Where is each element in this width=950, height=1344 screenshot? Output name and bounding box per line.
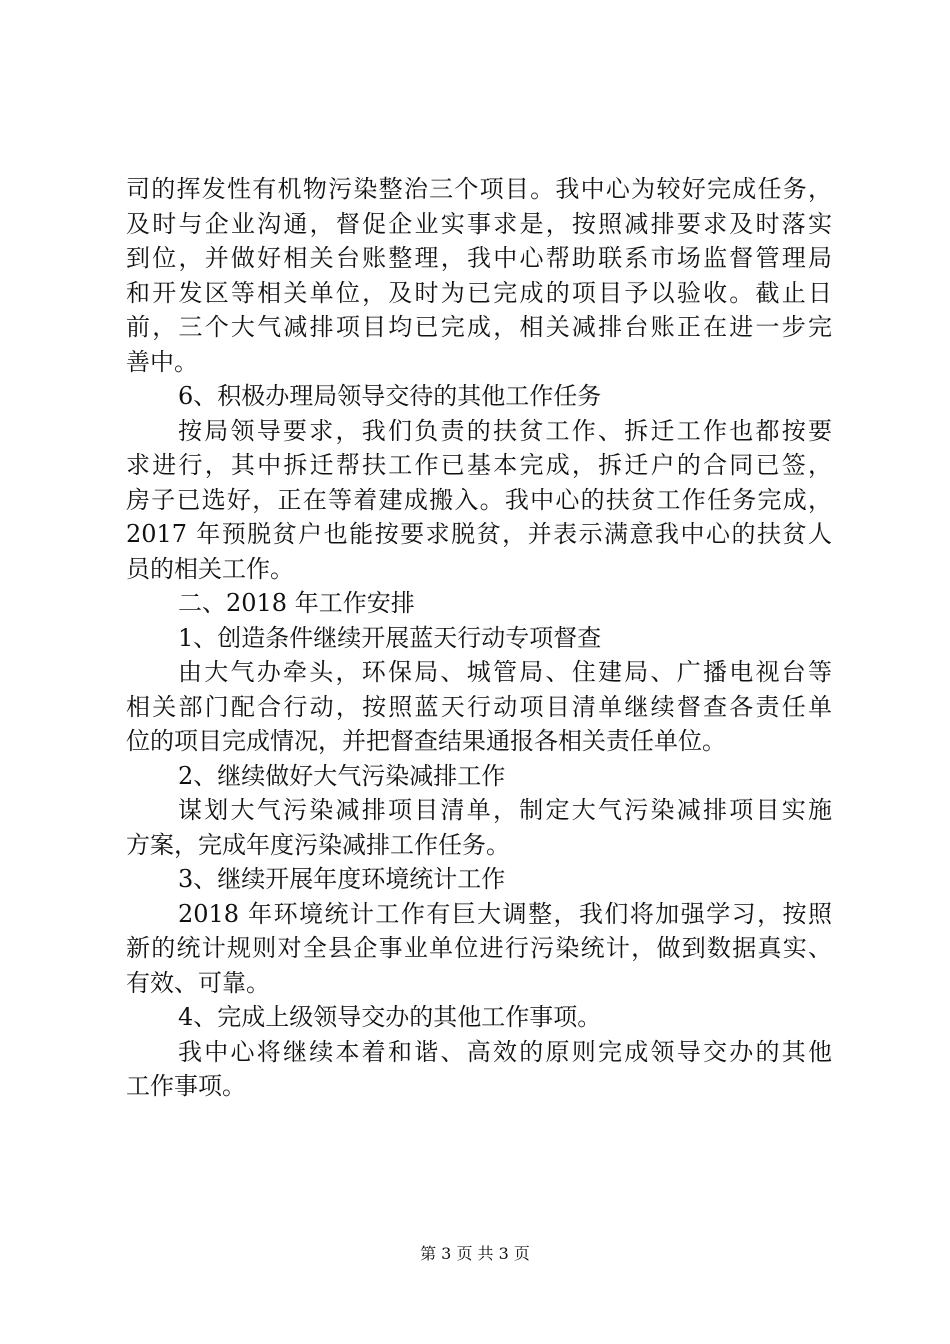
text-line: 方案，完成年度污染减排工作任务。	[126, 830, 510, 859]
text-line: 新的统计规则对全县企事业单位进行污染统计，做到数据真实、	[126, 934, 832, 962]
text-line: 我中心将继续本着和谐、高效的原则完成领导交办的其他	[178, 1037, 832, 1066]
text-line: 前，三个大气减排项目均已完成，相关减排台账正在进一步完	[126, 313, 832, 341]
text-line: 司的挥发性有机物污染整治三个项目。我中心为较好完成任务，	[126, 175, 832, 203]
text-line: 4、完成上级领导交办的其他工作事项。	[178, 1003, 602, 1031]
page-footer: 第 3 页 共 3 页	[420, 1244, 530, 1263]
text-line: 谋划大气污染减排项目清单，制定大气污染减排项目实施	[178, 796, 832, 824]
text-line: 位的项目完成情况，并把督查结果通报各相关责任单位。	[126, 727, 726, 755]
text-line: 按局领导要求，我们负责的扶贫工作、拆迁工作也都按要	[178, 416, 832, 445]
text-line: 和开发区等相关单位，及时为已完成的项目予以验收。截止日	[126, 278, 832, 307]
text-line: 二、2018 年工作安排	[178, 589, 415, 617]
text-line: 工作事项。	[126, 1072, 246, 1100]
text-line: 求进行，其中拆迁帮扶工作已基本完成，拆迁户的合同已签，	[126, 451, 832, 479]
text-line: 2018 年环境统计工作有巨大调整，我们将加强学习，按照	[178, 899, 832, 928]
text-line: 到位，并做好相关台账整理，我中心帮助联系市场监督管理局	[126, 244, 832, 272]
text-line: 2、继续做好大气污染减排工作	[178, 761, 506, 790]
document-body	[126, 172, 832, 1104]
text-line: 有效、可靠。	[126, 968, 270, 997]
text-line: 1、创造条件继续开展蓝天行动专项督查	[178, 623, 602, 652]
text-line: 相关部门配合行动，按照蓝天行动项目清单继续督查各责任单	[126, 692, 832, 721]
text-line: 由大气办牵头，环保局、城管局、住建局、广播电视台等	[178, 658, 832, 686]
text-line: 2017 年预脱贫户也能按要求脱贫，并表示满意我中心的扶贫人	[126, 520, 832, 548]
text-line: 善中。	[126, 347, 198, 376]
text-line: 及时与企业沟通，督促企业实事求是，按照减排要求及时落实	[126, 209, 832, 238]
text-line: 3、继续开展年度环境统计工作	[178, 865, 506, 893]
text-line: 房子已选好，正在等着建成搬入。我中心的扶贫工作任务完成，	[126, 485, 832, 514]
text-line: 员的相关工作。	[126, 554, 294, 583]
text-line: 6、积极办理局领导交待的其他工作任务	[178, 382, 602, 410]
